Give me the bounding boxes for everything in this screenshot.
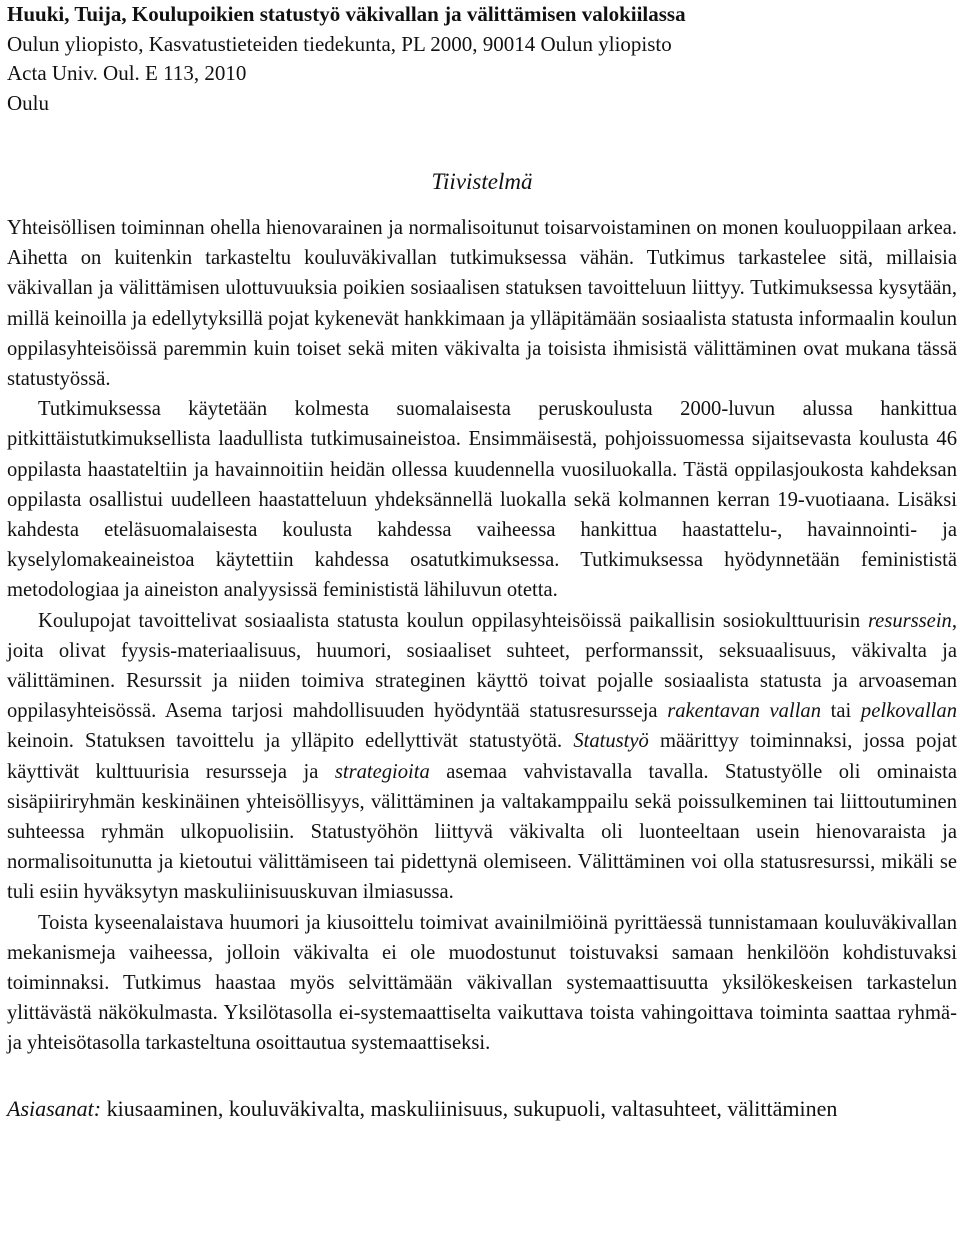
keywords-line xyxy=(7,1093,957,1125)
place-line: Oulu xyxy=(7,90,49,115)
keywords-label: Asiasanat: xyxy=(7,1095,102,1121)
abstract-paragraph xyxy=(7,213,957,394)
italic-term: Statustyö xyxy=(573,730,649,753)
abstract-paragraph xyxy=(7,394,957,605)
bibliographic-header xyxy=(7,0,957,118)
paragraph-text: Yhteisöllisen toiminnan ohella hienovarainen ja normalisoitunut toisarvoistaminen on monen kouluoppilaan arkea. Aihetta on kuitenkin tarkasteltu kouluväkivallan tutkimuksessa vähän. Tutkimus tarkastelee sitä, millaisia väkivallan ja välittämisen ulottuvuuksia poikien sosiaalisen statuksen tavoitteluun liittyy. Tutkimuksessa kysytään, millä keinoilla ja edellytyksillä pojat kykenevät hankkimaan ja ylläpitämään sosiaalista statusta informaalin koulun oppilasyhteisöissä paremmin kuin toiset sekä miten väkivalta ja toisista ihmisistä välittäminen ovat mukana tässä statustyössä. xyxy=(7,217,957,391)
keywords-text: kiusaaminen, kouluväkivalta, maskuliinisuus, sukupuoli, valtasuhteet, välittäminen xyxy=(101,1095,838,1121)
paragraph-text: asemaa vahvistavalla tavalla. Statustyölle oli ominaista sisäpiiriryhmän keskinäinen yhteisöllisyys, välittäminen ja valtakamppailu sekä poissulkeminen tai liittoutuminen suhteessa ryhmän ulkopuolisiin. Statustyöhön liittyvä väkivalta oli luonteeltaan usein hienovaraista ja normalisoitunutta ja kietoutui välittämiseen tai pidettynä olemiseen. Välittäminen voi olla statusresurssi, mikäli se tuli esiin hyväksytyn maskuliinisuuskuvan ilmiasussa. xyxy=(7,760,957,904)
abstract-paragraph xyxy=(7,606,957,908)
abstract-paragraph xyxy=(7,908,957,1059)
paragraph-text: Koulupojat tavoittelivat sosiaalista statusta koulun oppilasyhteisöissä paikallisin sosiokulttuurisin xyxy=(38,609,868,632)
italic-term: resurssein xyxy=(867,609,952,632)
series-line: Acta Univ. Oul. E 113, 2010 xyxy=(7,61,247,85)
paragraph-text: keinoin. Statuksen tavoittelu ja ylläpito edellyttivät statustyötä. xyxy=(7,730,574,753)
abstract-body xyxy=(7,213,957,1059)
paragraph-text: Tutkimuksessa käytetään kolmesta suomalaisesta peruskoulusta 2000-luvun alussa hankittua pitkittäistutkimuksellista laadullista tutkimusaineistoa. Ensimmäisestä, pohjoissuomessa sijaitsevasta koulusta 46 oppilasta haastateltiin ja havainnoitiin heidän ollessa kuudennella vuosiluokalla. Tästä oppilasjoukosta kahdeksan oppilasta osallistui uudelleen haastatteluun yhdeksännellä luokalla sekä kolmannen kerran 19-vuotiaana. Lisäksi kahdesta eteläsuomalaisesta koulusta kahdessa vaiheessa hankittua haastattelu-, havainnointi- ja kyselylomakeaineistoa käytettiin kahdessa osatutkimuksessa. Tutkimuksessa hyödynnetään feminististä metodologiaa ja aineiston analyysissä feminististä lähiluvun otetta. xyxy=(7,398,957,602)
paragraph-text: tai xyxy=(821,700,861,723)
paragraph-text: , joita olivat fyysis-materiaalisuus, huumori, sosiaaliset suhteet, performanssit, seksuaalisuus, väkivalta ja välittäminen. Resurssit ja niiden toimiva strateginen käyttö toivat pojalle sosiaalista statusta ja arvoaseman oppilasyhteisössä. Asema tarjosi mahdollisuuden hyödyntää statusresursseja xyxy=(7,609,957,723)
abstract-heading: Tiivistelmä xyxy=(431,169,533,194)
affiliation-line: Oulun yliopisto, Kasvatustieteiden tiedekunta, PL 2000, 90014 Oulun yliopisto xyxy=(7,31,672,56)
italic-term: pelkovallan xyxy=(860,700,957,723)
paragraph-text: Toista kyseenalaistava huumori ja kiusoittelu toimivat avainilmiöinä pyrittäessä tunnistamaan kouluväkivallan mekanismeja vaiheessa, jolloin väkivalta ei ole muodostunut toistuvaksi samaan henkilöön kohdistuvaksi toiminnaksi. Tutkimus haastaa myös selvittämään väkivallan systemaattisuutta yksilökeskeisen tarkastelun ylittävästä näkökulmasta. Yksilötasolla ei-systemaattiselta vaikuttava toista vahingoittava toiminta saattaa ryhmä- ja yhteisötasolla tarkasteltuna osoittautua systemaattiseksi. xyxy=(7,911,957,1055)
author-and-title: Huuki, Tuija, Koulupoikien statustyö väkivallan ja välittämisen valokiilassa xyxy=(7,2,686,26)
italic-term: strategioita xyxy=(334,760,430,783)
paragraph-text: määrittyy toiminnaksi, jossa pojat käyttivät kulttuurisia resursseja ja xyxy=(7,730,957,783)
italic-term: rakentavan vallan xyxy=(667,700,822,723)
document-page xyxy=(7,0,957,1125)
